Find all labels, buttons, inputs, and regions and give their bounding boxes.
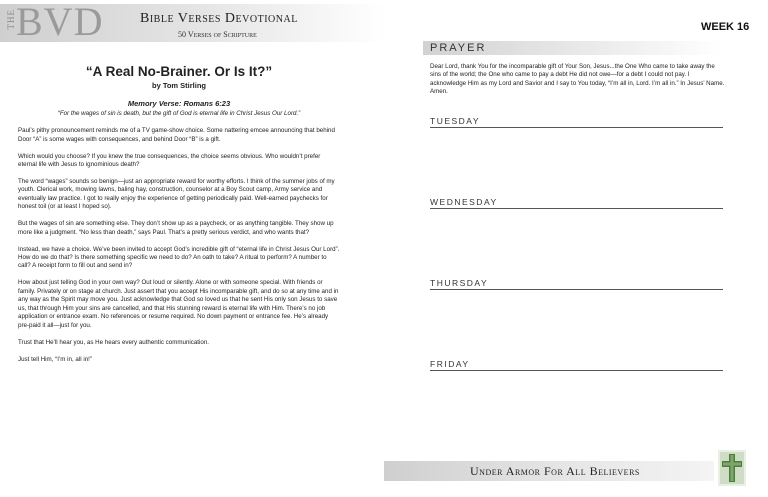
cross-emblem-icon (718, 450, 746, 486)
article-author: by Tom Stirling (151, 81, 207, 90)
article-paragraph: Which would you choose? If you knew the true consequences, the choice seems obvious. Who wouldn’t prefer eternal life with Jesus to ignominious death? (18, 152, 321, 169)
memory-verse-text: “For the wages of sin is death, but the gift of God is eternal life in Christ Jesus Our Lord.” (57, 109, 301, 117)
logo-bvd: BVD (16, 0, 104, 44)
article-paragraph: But the wages of sin are something else. They don’t show up as a paycheck, or as anything tangible. They show up more like a judgment. “No less than death,” says Paul. That’s a pretty serious verdict, and who wants that? (18, 220, 334, 236)
article-title: “A Real No-Brainer. Or Is It?” (85, 64, 273, 79)
memory-verse-label: Memory Verse: Romans 6:23 (127, 99, 231, 109)
article-paragraph: Just tell Him, “I’m in, all in!” (18, 355, 92, 363)
day-thursday: THURSDAY (430, 278, 723, 290)
article-paragraph: Instead, we have a choice. We’ve been invited to accept God’s incredible gift of “eternal life in Christ Jesus Our Lord”. How do we do that? Is there something specific we need to do? An oath to take? A ritual to perform? A number to call? A receipt form to fill out and send in? (18, 245, 340, 270)
prayer-heading: PRAYER (430, 42, 487, 54)
article-paragraph: The word “wages” sounds so benign—just an appropriate reward for worthy efforts. I think of the summer jobs of my youth. Clerical work, mowing lawns, baling hay, construction, counselor at a Boy Scout camp, Army service and eventually law practice. I got to really enjoy the experience of getting periodically paid. Well-earned paychecks for honest toil (or at least I hoped so). (18, 178, 335, 211)
logo-the: THE (6, 9, 16, 30)
brand-title: Bible Verses Devotional (140, 11, 298, 26)
footer-text: Under Armor For All Believers (470, 464, 640, 478)
prayer-text: Dear Lord, thank You for the incomparable gift of Your Son, Jesus...the One Who came to take away the sins of the world; the One who came to pay a debt He did not owe—for a debt I could not pay. I acknowledge Him as my Lord and Savior and I say to You today, “I’m all in, Lord. I’m all in.” In Jesus’ Name. Amen. (430, 63, 725, 96)
week-label: WEEK 16 (701, 21, 750, 33)
day-wednesday: WEDNESDAY (430, 197, 723, 209)
article-paragraph: Trust that He’ll hear you, as He hears every authentic communication. (18, 338, 209, 346)
devotional-article (18, 64, 340, 373)
day-tuesday: TUESDAY (430, 116, 723, 128)
brand-subtitle: 50 Verses of Scripture (178, 30, 257, 39)
article-paragraph: How about just telling God in your own way? Out loud or silently. Alone or with someone special. With friends or family. Privately or on stage at church. Just assert that you accept His incomparable gift, and do so at any time and in any way as the Spirit may move you. Just acknowledge that God so loved us that he sent His only son Jesus to save us, that through Him your sins are cancelled, and that His stunning reward is eternal life with Him. There’s no job application or entrance exam. No references or resume required. No down payment or entrance fee. He’s already pre-paid it all—just for you. (18, 279, 339, 329)
day-friday: FRIDAY (430, 359, 723, 371)
article-paragraph: Paul’s pithy pronouncement reminds me of a TV game-show choice. Some nattering emcee announcing that behind Door “A” is some wages with consequences, and behind Door “B” is a gift. (18, 127, 335, 143)
